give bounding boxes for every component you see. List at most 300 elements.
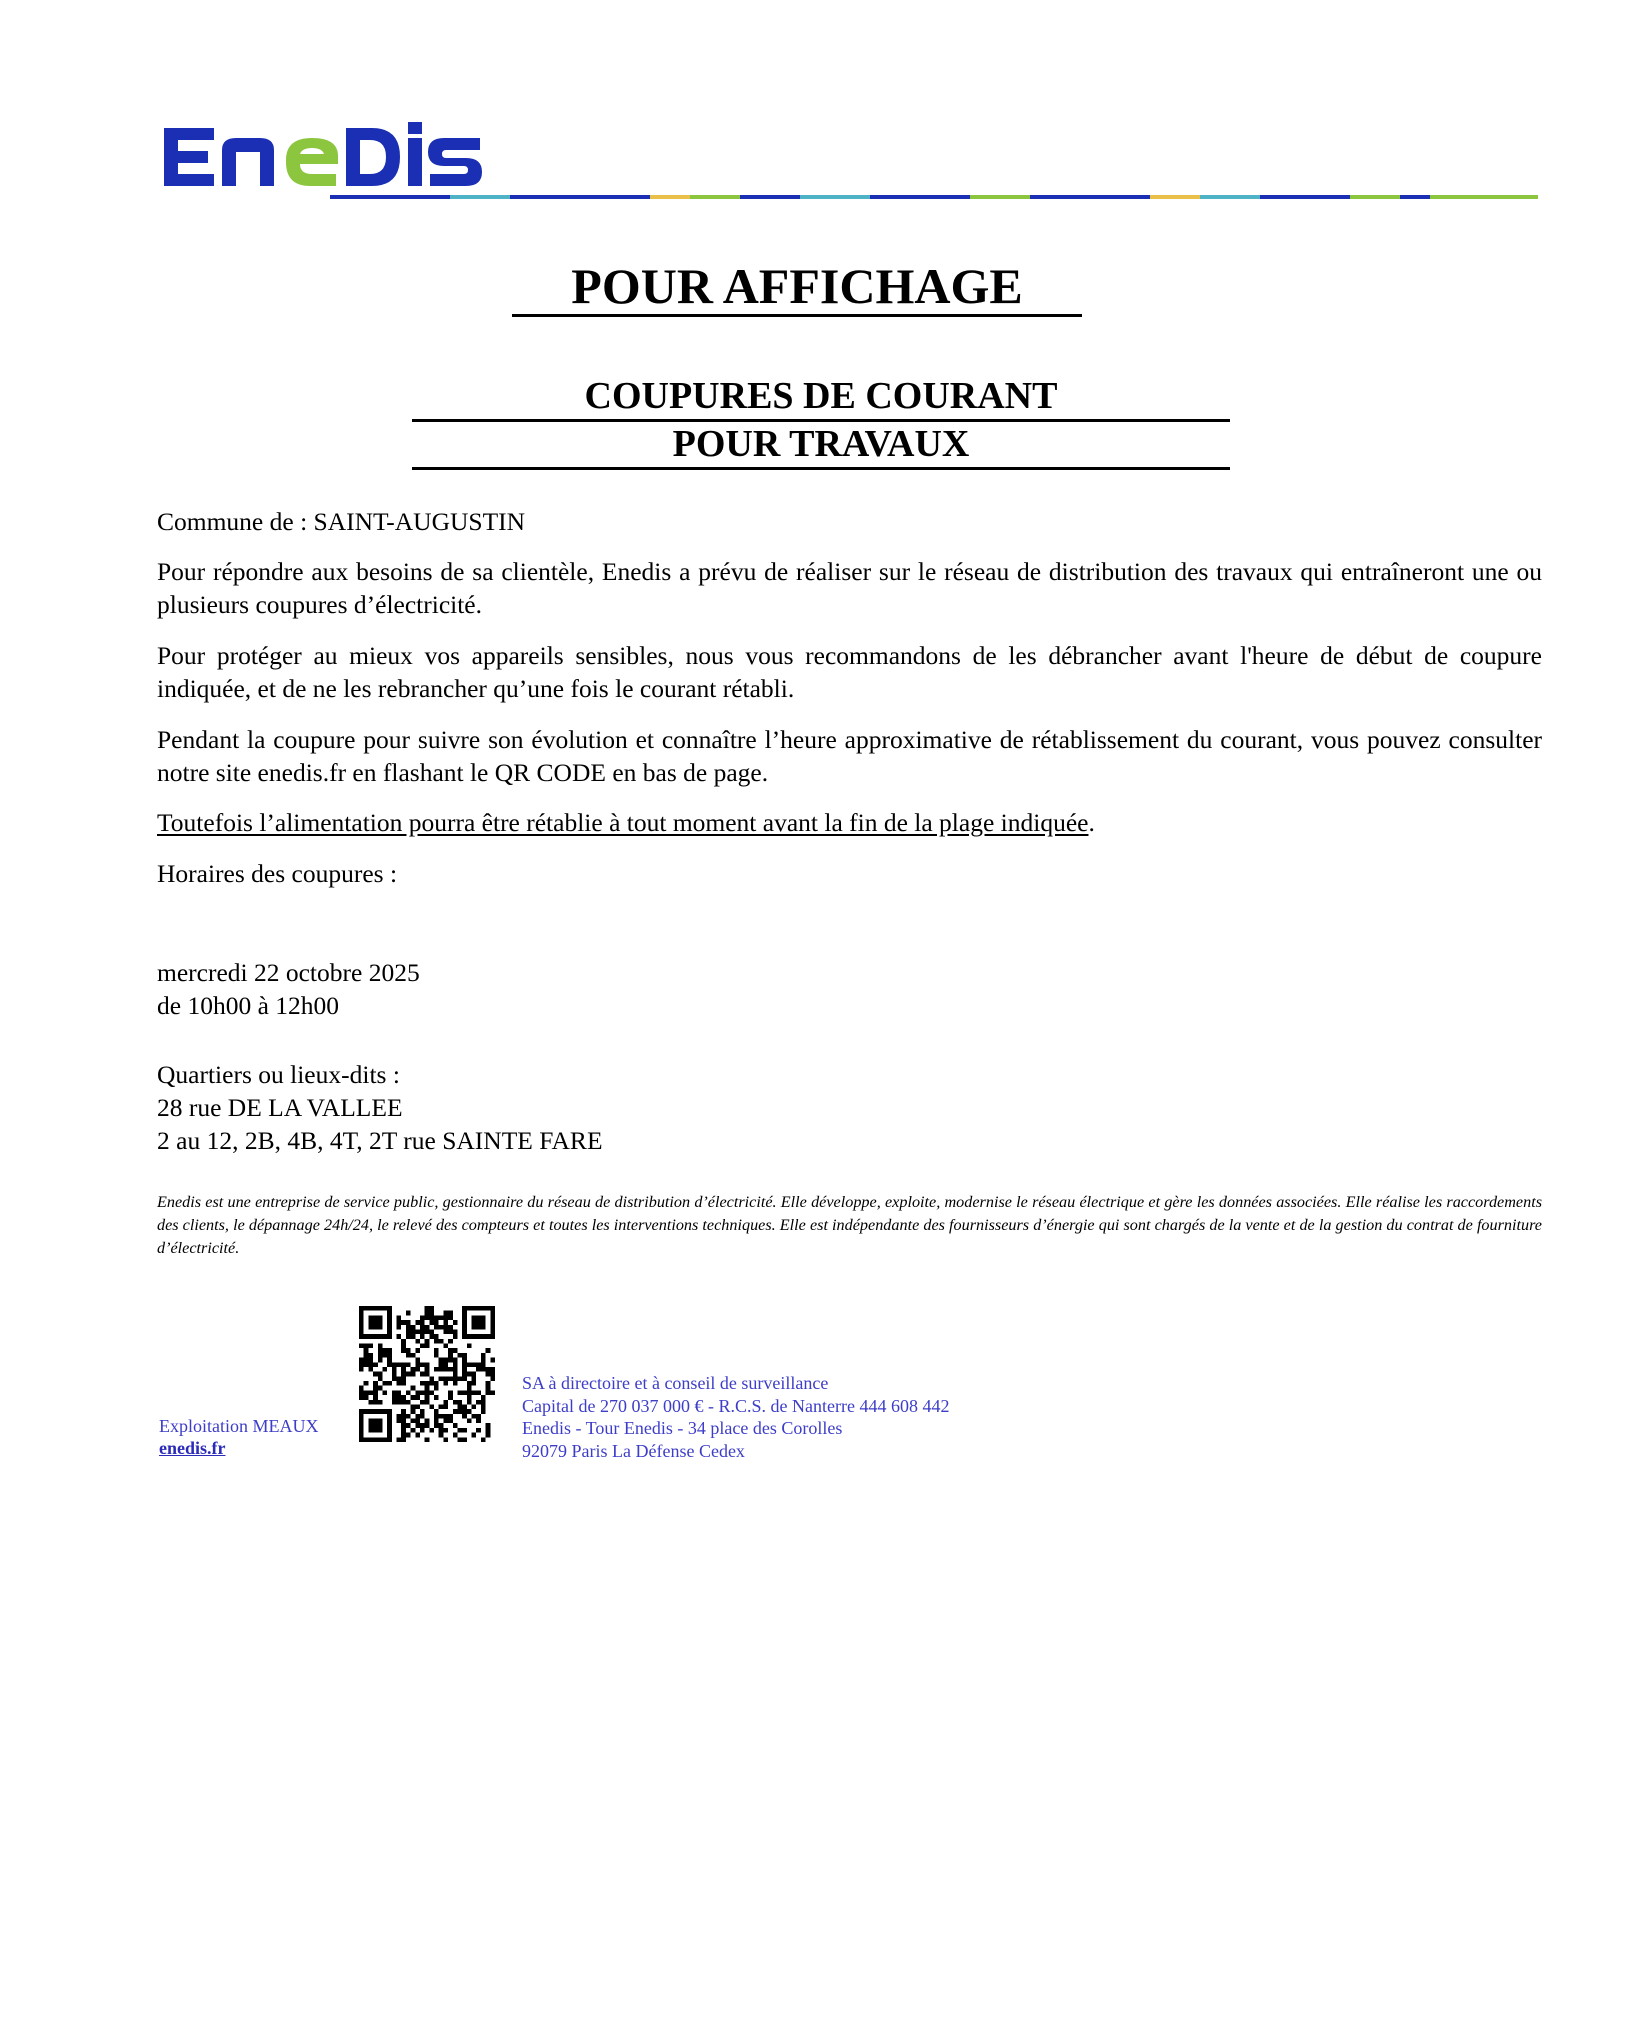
qr-module xyxy=(457,1409,462,1414)
qr-module xyxy=(467,1409,472,1414)
qr-module xyxy=(378,1386,383,1391)
qr-module xyxy=(392,1390,397,1395)
qr-module xyxy=(486,1390,491,1395)
qr-module xyxy=(486,1428,491,1433)
qr-module xyxy=(420,1372,425,1377)
qr-module xyxy=(439,1414,444,1419)
qr-module xyxy=(425,1325,430,1330)
qr-module xyxy=(425,1419,430,1424)
qr-module xyxy=(453,1320,458,1325)
qr-module xyxy=(373,1325,378,1330)
qr-module xyxy=(415,1329,420,1334)
qr-module xyxy=(415,1358,420,1363)
qr-module xyxy=(448,1390,453,1395)
qr-module xyxy=(453,1433,458,1438)
qr-module xyxy=(387,1311,392,1316)
qr-module xyxy=(448,1339,453,1344)
qr-module xyxy=(486,1306,491,1311)
qr-module xyxy=(481,1409,486,1414)
qr-module xyxy=(364,1353,369,1358)
qr-module xyxy=(476,1325,481,1330)
qr-module xyxy=(411,1325,416,1330)
qr-module xyxy=(368,1400,373,1405)
qr-module xyxy=(373,1437,378,1442)
qr-module xyxy=(387,1362,392,1367)
qr-module xyxy=(401,1437,406,1442)
qr-module xyxy=(359,1390,364,1395)
qr-module xyxy=(415,1414,420,1419)
qr-module xyxy=(368,1358,373,1363)
qr-module xyxy=(425,1400,430,1405)
qr-module xyxy=(373,1362,378,1367)
qr-module xyxy=(387,1414,392,1419)
qr-module xyxy=(490,1372,495,1377)
qr-module xyxy=(401,1381,406,1386)
qr-module xyxy=(472,1404,477,1409)
qr-module xyxy=(425,1306,430,1311)
qr-module xyxy=(481,1437,486,1442)
qr-module xyxy=(462,1353,467,1358)
qr-module xyxy=(382,1353,387,1358)
qr-module xyxy=(411,1395,416,1400)
qr-module xyxy=(453,1381,458,1386)
qr-module xyxy=(373,1400,378,1405)
qr-module xyxy=(378,1419,383,1424)
qr-module xyxy=(420,1390,425,1395)
qr-module xyxy=(411,1353,416,1358)
qr-module xyxy=(415,1390,420,1395)
qr-module xyxy=(462,1320,467,1325)
qr-module xyxy=(425,1423,430,1428)
qr-module xyxy=(406,1348,411,1353)
company-info xyxy=(522,1372,949,1462)
qr-module xyxy=(411,1386,416,1391)
qr-module xyxy=(425,1315,430,1320)
qr-module xyxy=(387,1437,392,1442)
qr-module xyxy=(378,1409,383,1414)
qr-module xyxy=(359,1306,364,1311)
qr-module xyxy=(462,1367,467,1372)
qr-module xyxy=(429,1376,434,1381)
qr-module xyxy=(401,1320,406,1325)
qr-module xyxy=(406,1334,411,1339)
qr-module xyxy=(392,1395,397,1400)
qr-module xyxy=(378,1353,383,1358)
qr-module xyxy=(486,1381,491,1386)
qr-module xyxy=(397,1414,402,1419)
qr-module xyxy=(364,1348,369,1353)
qr-module xyxy=(490,1367,495,1372)
qr-module xyxy=(392,1362,397,1367)
qr-module xyxy=(401,1428,406,1433)
qr-module xyxy=(472,1376,477,1381)
qr-module xyxy=(401,1348,406,1353)
qr-module xyxy=(490,1311,495,1316)
qr-module xyxy=(453,1348,458,1353)
qr-module xyxy=(406,1320,411,1325)
qr-module xyxy=(359,1334,364,1339)
qr-module xyxy=(368,1362,373,1367)
qr-module xyxy=(434,1409,439,1414)
qr-module xyxy=(443,1437,448,1442)
qr-module xyxy=(411,1428,416,1433)
company-info-line: Enedis - Tour Enedis - 34 place des Corolles xyxy=(522,1418,843,1438)
qr-module xyxy=(462,1329,467,1334)
qr-module xyxy=(434,1325,439,1330)
qr-module xyxy=(373,1409,378,1414)
qr-module xyxy=(462,1372,467,1377)
qr-code[interactable] xyxy=(359,1306,495,1442)
qr-module xyxy=(457,1437,462,1442)
qr-module xyxy=(476,1414,481,1419)
qr-module xyxy=(378,1376,383,1381)
qr-module xyxy=(472,1414,477,1419)
qr-module xyxy=(425,1339,430,1344)
qr-module xyxy=(364,1395,369,1400)
qr-module xyxy=(462,1334,467,1339)
qr-module xyxy=(462,1315,467,1320)
qr-module xyxy=(397,1437,402,1442)
qr-module xyxy=(382,1306,387,1311)
qr-module xyxy=(420,1381,425,1386)
qr-module xyxy=(429,1306,434,1311)
qr-module xyxy=(490,1325,495,1330)
qr-module xyxy=(481,1334,486,1339)
qr-module xyxy=(420,1400,425,1405)
exploitation-label: Exploitation MEAUX xyxy=(159,1416,319,1436)
qr-module xyxy=(378,1348,383,1353)
qr-module xyxy=(401,1344,406,1349)
qr-module xyxy=(490,1329,495,1334)
qr-module xyxy=(443,1400,448,1405)
qr-module xyxy=(429,1315,434,1320)
qr-module xyxy=(368,1428,373,1433)
qr-module xyxy=(467,1306,472,1311)
footer-left xyxy=(159,1415,319,1459)
qr-module xyxy=(415,1348,420,1353)
schedule-label: Horaires des coupures : xyxy=(157,859,398,888)
qr-module xyxy=(457,1353,462,1358)
qr-module xyxy=(467,1381,472,1386)
commune-label: Commune de : SAINT-AUGUSTIN xyxy=(157,507,526,536)
qr-module xyxy=(443,1376,448,1381)
qr-module xyxy=(434,1381,439,1386)
qr-module xyxy=(364,1390,369,1395)
company-info-line: Capital de 270 037 000 € - R.C.S. de Nanterre 444 608 442 xyxy=(522,1395,950,1416)
qr-module xyxy=(443,1315,448,1320)
qr-module xyxy=(411,1419,416,1424)
qr-module xyxy=(453,1409,458,1414)
qr-module xyxy=(415,1419,420,1424)
logo-divider-line xyxy=(330,195,1538,199)
qr-module xyxy=(420,1344,425,1349)
qr-module xyxy=(378,1372,383,1377)
qr-module xyxy=(401,1362,406,1367)
qr-module xyxy=(453,1367,458,1372)
qr-module xyxy=(462,1306,467,1311)
qr-module xyxy=(439,1428,444,1433)
qr-module xyxy=(406,1325,411,1330)
qr-module xyxy=(472,1315,477,1320)
qr-module xyxy=(411,1372,416,1377)
qr-module xyxy=(453,1362,458,1367)
qr-module xyxy=(448,1311,453,1316)
qr-module xyxy=(439,1423,444,1428)
qr-module xyxy=(448,1358,453,1363)
qr-module xyxy=(406,1390,411,1395)
qr-module xyxy=(462,1325,467,1330)
qr-module xyxy=(425,1311,430,1316)
qr-module xyxy=(481,1362,486,1367)
qr-module xyxy=(359,1428,364,1433)
qr-module xyxy=(387,1325,392,1330)
qr-module xyxy=(397,1334,402,1339)
qr-module xyxy=(490,1358,495,1363)
qr-module xyxy=(434,1348,439,1353)
qr-module xyxy=(429,1381,434,1386)
qr-module xyxy=(439,1339,444,1344)
qr-module xyxy=(364,1362,369,1367)
website-link[interactable]: enedis.fr xyxy=(159,1438,226,1458)
qr-module xyxy=(462,1390,467,1395)
page-title: POUR AFFICHAGE xyxy=(571,258,1023,314)
qr-module xyxy=(467,1344,472,1349)
qr-module xyxy=(439,1367,444,1372)
qr-module xyxy=(429,1404,434,1409)
qr-module xyxy=(359,1329,364,1334)
qr-module xyxy=(425,1372,430,1377)
qr-module xyxy=(481,1320,486,1325)
qr-module xyxy=(462,1376,467,1381)
qr-module xyxy=(411,1404,416,1409)
qr-module xyxy=(453,1329,458,1334)
qr-module xyxy=(378,1325,383,1330)
qr-module xyxy=(411,1367,416,1372)
qr-module xyxy=(387,1419,392,1424)
qr-module xyxy=(481,1358,486,1363)
qr-module xyxy=(368,1367,373,1372)
qr-module xyxy=(401,1409,406,1414)
qr-module xyxy=(439,1404,444,1409)
qr-module xyxy=(387,1334,392,1339)
qr-module xyxy=(490,1376,495,1381)
qr-module xyxy=(420,1334,425,1339)
qr-module xyxy=(397,1381,402,1386)
qr-module xyxy=(490,1315,495,1320)
qr-module xyxy=(415,1404,420,1409)
qr-module xyxy=(453,1334,458,1339)
qr-module xyxy=(448,1367,453,1372)
qr-module xyxy=(401,1433,406,1438)
qr-module xyxy=(476,1367,481,1372)
qr-module xyxy=(368,1344,373,1349)
qr-module xyxy=(429,1329,434,1334)
qr-module xyxy=(462,1437,467,1442)
qr-module xyxy=(448,1348,453,1353)
qr-module xyxy=(448,1353,453,1358)
qr-module xyxy=(425,1329,430,1334)
qr-module xyxy=(486,1367,491,1372)
qr-module xyxy=(420,1315,425,1320)
qr-module xyxy=(462,1428,467,1433)
qr-module xyxy=(401,1367,406,1372)
qr-module xyxy=(392,1372,397,1377)
qr-module xyxy=(472,1320,477,1325)
qr-module xyxy=(481,1404,486,1409)
qr-module xyxy=(467,1390,472,1395)
qr-module xyxy=(476,1400,481,1405)
qr-module xyxy=(397,1325,402,1330)
qr-module xyxy=(415,1395,420,1400)
qr-module xyxy=(387,1329,392,1334)
recommendation-paragraph: Pour protéger au mieux vos appareils sensibles, nous vous recommandons de les débrancher avant l'heure de début de coupure indiquée, et de ne les rebrancher qu’une fois le courant rétabli. xyxy=(157,641,1542,703)
qr-module xyxy=(382,1390,387,1395)
qr-module xyxy=(434,1353,439,1358)
qr-module xyxy=(453,1400,458,1405)
qr-info-paragraph: Pendant la coupure pour suivre son évolution et connaître l’heure approximative de rétablissement du courant, vous pouvez consulter notre site enedis.fr en flashant le QR CODE en bas de page. xyxy=(157,725,1542,787)
qr-module xyxy=(434,1339,439,1344)
qr-module xyxy=(401,1423,406,1428)
qr-module xyxy=(486,1433,491,1438)
qr-module xyxy=(420,1362,425,1367)
qr-module xyxy=(359,1409,364,1414)
qr-module xyxy=(434,1367,439,1372)
qr-module xyxy=(472,1372,477,1377)
qr-module xyxy=(434,1386,439,1391)
qr-module xyxy=(439,1362,444,1367)
qr-module xyxy=(476,1334,481,1339)
qr-module xyxy=(420,1414,425,1419)
qr-module xyxy=(415,1320,420,1325)
qr-module xyxy=(467,1334,472,1339)
qr-module xyxy=(359,1433,364,1438)
qr-module xyxy=(453,1423,458,1428)
qr-module xyxy=(476,1362,481,1367)
qr-module xyxy=(387,1315,392,1320)
qr-module xyxy=(378,1437,383,1442)
qr-module xyxy=(486,1334,491,1339)
qr-module xyxy=(373,1395,378,1400)
qr-module xyxy=(457,1400,462,1405)
qr-module xyxy=(368,1409,373,1414)
qr-module xyxy=(443,1329,448,1334)
qr-module xyxy=(387,1409,392,1414)
qr-module xyxy=(397,1362,402,1367)
qr-module xyxy=(476,1419,481,1424)
qr-module xyxy=(401,1419,406,1424)
qr-module xyxy=(425,1390,430,1395)
qr-module xyxy=(382,1334,387,1339)
qr-module xyxy=(462,1409,467,1414)
qr-module xyxy=(472,1390,477,1395)
qr-module xyxy=(443,1344,448,1349)
qr-module xyxy=(382,1348,387,1353)
qr-module xyxy=(443,1367,448,1372)
qr-module xyxy=(359,1311,364,1316)
qr-module xyxy=(368,1423,373,1428)
qr-module xyxy=(401,1414,406,1419)
qr-module xyxy=(392,1400,397,1405)
qr-module xyxy=(387,1428,392,1433)
qr-module xyxy=(420,1428,425,1433)
qr-module xyxy=(373,1428,378,1433)
qr-module xyxy=(359,1315,364,1320)
qr-module xyxy=(378,1320,383,1325)
qr-module xyxy=(472,1362,477,1367)
qr-module xyxy=(373,1386,378,1391)
qr-module xyxy=(373,1423,378,1428)
qr-module xyxy=(476,1390,481,1395)
qr-module xyxy=(368,1419,373,1424)
qr-module xyxy=(443,1404,448,1409)
qr-module xyxy=(425,1367,430,1372)
qr-module xyxy=(448,1395,453,1400)
qr-module xyxy=(439,1325,444,1330)
qr-module xyxy=(443,1419,448,1424)
qr-module xyxy=(429,1428,434,1433)
qr-module xyxy=(378,1358,383,1363)
qr-module xyxy=(448,1329,453,1334)
qr-module xyxy=(462,1311,467,1316)
qr-module xyxy=(359,1325,364,1330)
qr-module xyxy=(387,1320,392,1325)
qr-module xyxy=(397,1376,402,1381)
qr-module xyxy=(368,1315,373,1320)
qr-module xyxy=(382,1409,387,1414)
qr-module xyxy=(368,1320,373,1325)
qr-module xyxy=(406,1372,411,1377)
qr-module xyxy=(481,1325,486,1330)
qr-module xyxy=(448,1325,453,1330)
qr-module xyxy=(443,1311,448,1316)
qr-module xyxy=(486,1372,491,1377)
qr-module xyxy=(448,1414,453,1419)
qr-module xyxy=(425,1386,430,1391)
qr-module xyxy=(476,1315,481,1320)
qr-module xyxy=(429,1390,434,1395)
outage-time-range: de 10h00 à 12h00 xyxy=(157,991,340,1020)
qr-module xyxy=(359,1320,364,1325)
subtitle-line-1: COUPURES DE COURANT xyxy=(584,375,1058,417)
qr-module xyxy=(364,1344,369,1349)
qr-module xyxy=(406,1423,411,1428)
qr-module xyxy=(397,1419,402,1424)
qr-module xyxy=(359,1362,364,1367)
qr-module xyxy=(434,1419,439,1424)
qr-module xyxy=(453,1358,458,1363)
qr-module xyxy=(387,1423,392,1428)
qr-module xyxy=(467,1395,472,1400)
qr-module xyxy=(364,1381,369,1386)
qr-module xyxy=(425,1437,430,1442)
qr-module xyxy=(415,1339,420,1344)
qr-module xyxy=(373,1372,378,1377)
qr-module xyxy=(481,1395,486,1400)
qr-module xyxy=(486,1423,491,1428)
qr-module xyxy=(486,1348,491,1353)
qr-module xyxy=(406,1329,411,1334)
qr-module xyxy=(359,1344,364,1349)
qr-module xyxy=(434,1315,439,1320)
qr-module xyxy=(420,1329,425,1334)
qr-module xyxy=(401,1400,406,1405)
qr-module xyxy=(434,1334,439,1339)
qr-module xyxy=(448,1315,453,1320)
qr-module xyxy=(411,1334,416,1339)
qr-module xyxy=(378,1400,383,1405)
company-disclaimer: Enedis est une entreprise de service public, gestionnaire du réseau de distribution d’électricité. Elle développe, exploite, modernise le réseau électrique et gère les données associées. Elle réalise les raccordements des clients, le dépannage 24h/24, le relevé des compteurs et toutes les interventions techniques. Elle est indépendante des fournisseurs d’énergie qui sont chargés de la vente et de la gestion du contrat de fourniture d’électricité. xyxy=(157,1193,1542,1257)
qr-module xyxy=(397,1315,402,1320)
